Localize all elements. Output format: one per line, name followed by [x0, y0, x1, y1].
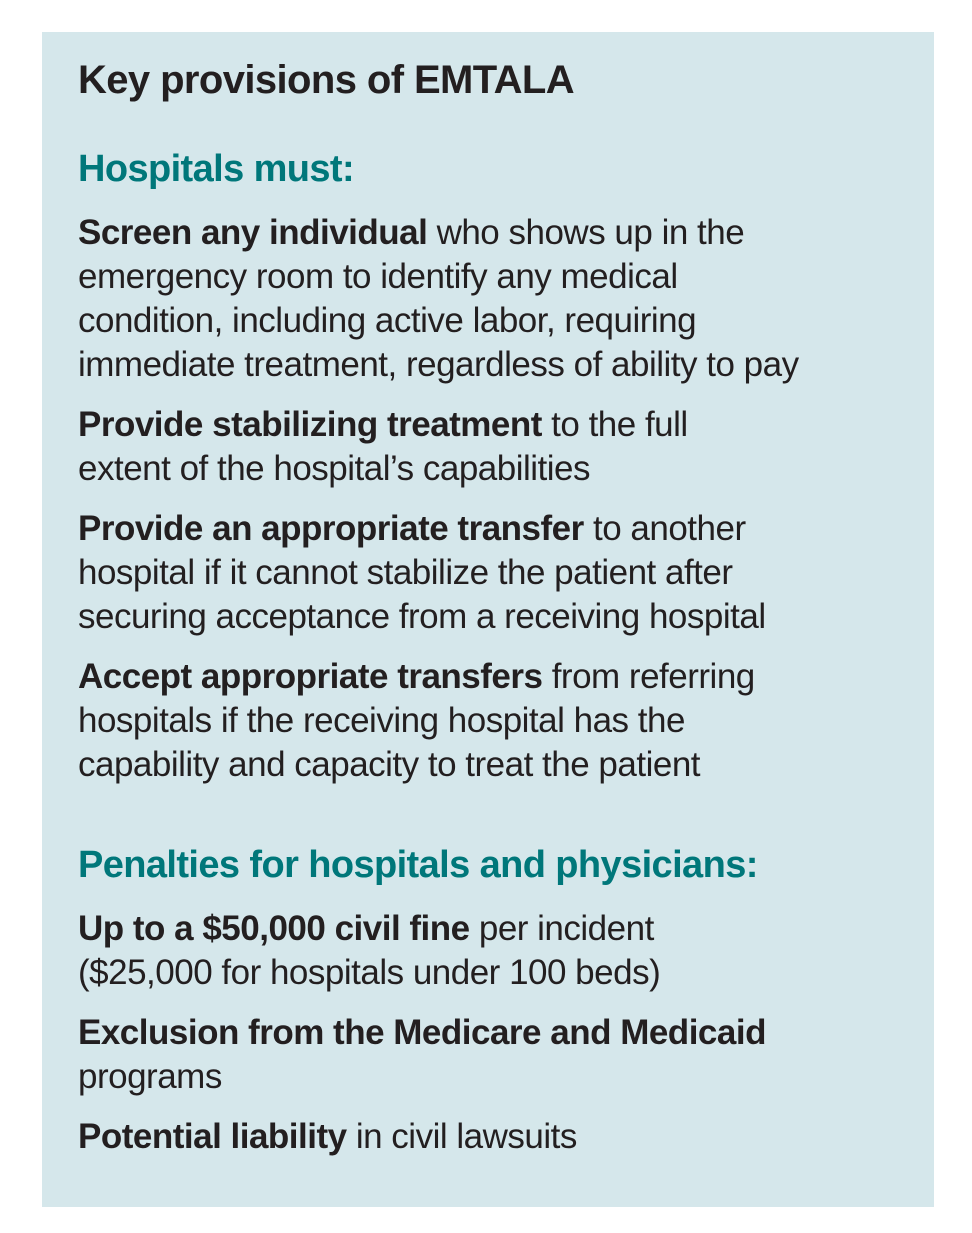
provision-item [78, 655, 755, 787]
penalties-heading: Penalties for hospitals and physicians: [78, 844, 758, 886]
item-text: to the full [541, 405, 688, 444]
item-bold-lead: Up to a $50,000 civil fine [78, 909, 470, 948]
item-line: extent of the hospital’s capabilities [78, 449, 591, 488]
item-line: emergency room to identify any medical [78, 257, 678, 296]
item-line [78, 403, 688, 447]
penalty-item [78, 1011, 766, 1099]
item-line [78, 1011, 766, 1055]
item-line [78, 1115, 577, 1159]
item-line: immediate treatment, regardless of ability to pay [78, 345, 799, 384]
item-text: who shows up in the [427, 213, 745, 252]
item-line: ($25,000 for hospitals under 100 beds) [78, 953, 661, 992]
provision-item [78, 211, 799, 387]
item-line: securing acceptance from a receiving hospital [78, 597, 766, 636]
item-line [78, 211, 799, 255]
penalty-item [78, 907, 660, 995]
provision-item [78, 403, 688, 491]
item-line: hospital if it cannot stabilize the patient after [78, 553, 733, 592]
item-line: capability and capacity to treat the patient [78, 745, 701, 784]
penalty-item [78, 1115, 577, 1159]
item-bold-lead: Provide stabilizing treatment [78, 405, 542, 444]
item-bold-lead: Screen any individual [78, 213, 428, 252]
item-text: to another [583, 509, 746, 548]
item-bold-lead: Exclusion from the Medicare and Medicaid [78, 1013, 766, 1052]
item-bold-lead: Accept appropriate transfers [78, 657, 543, 696]
item-text: from referring [542, 657, 755, 696]
item-line [78, 507, 766, 551]
item-line [78, 907, 660, 951]
item-line: hospitals if the receiving hospital has the [78, 701, 685, 740]
item-line: programs [78, 1057, 222, 1096]
item-bold-lead: Potential liability [78, 1117, 347, 1156]
item-text: in civil lawsuits [346, 1117, 577, 1156]
item-bold-lead: Provide an appropriate transfer [78, 509, 584, 548]
provision-item [78, 507, 766, 639]
page-title: Key provisions of EMTALA [78, 58, 575, 102]
hospitals-heading: Hospitals must: [78, 148, 355, 190]
item-line [78, 655, 755, 699]
item-line: condition, including active labor, requiring [78, 301, 697, 340]
item-text: per incident [469, 909, 654, 948]
